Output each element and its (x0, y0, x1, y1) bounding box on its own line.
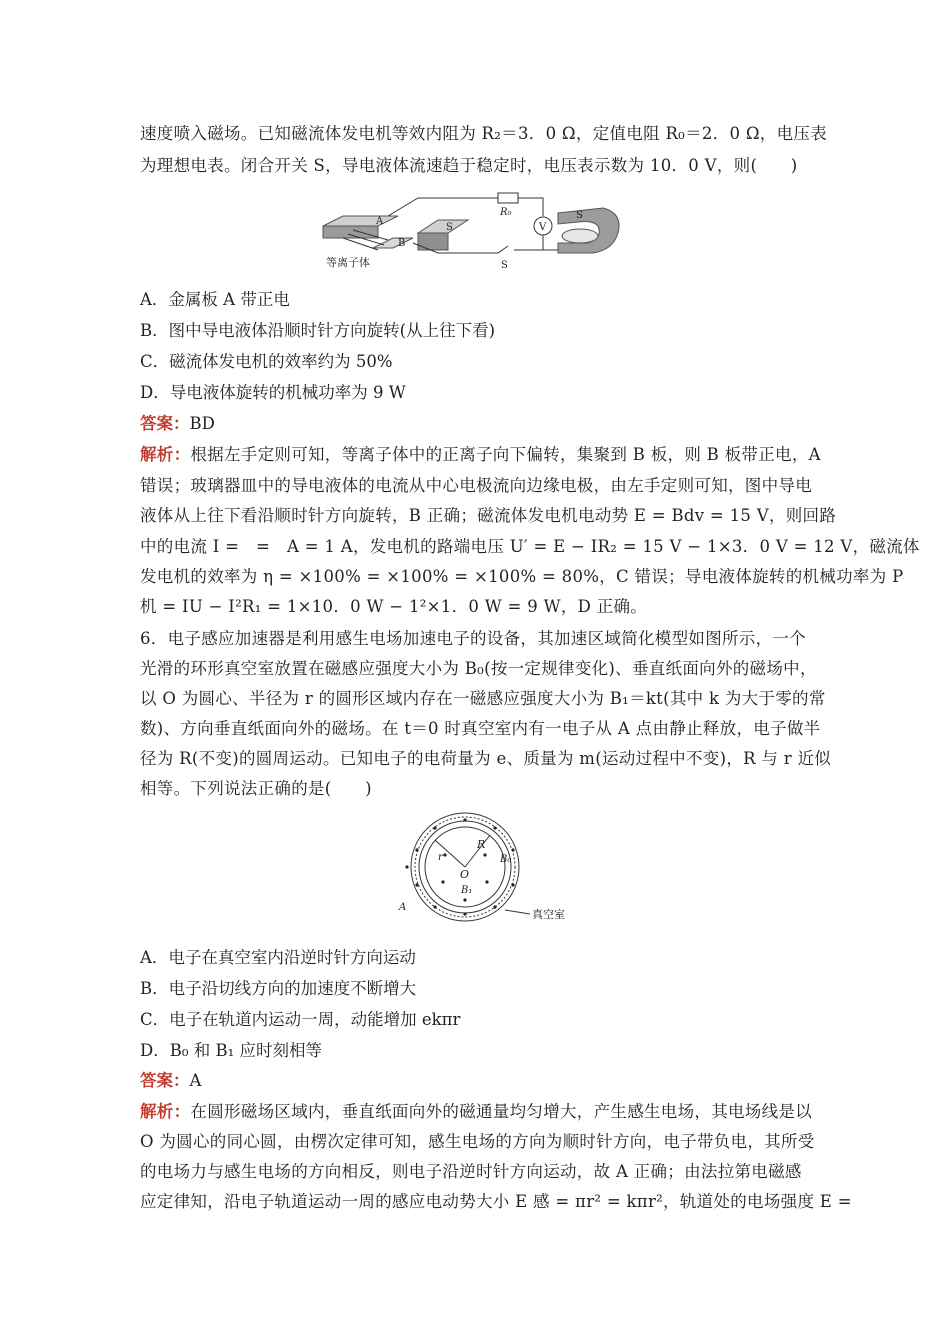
label-r: r (438, 852, 443, 863)
q5-analysis-line-1: 解析：根据左手定则可知，等离子体中的正离子向下偏转，集聚到 B 板，则 B 板带正电，A (140, 445, 821, 464)
q5-analysis-line-4: 中的电流 I = = A = 1 A，发电机的路端电压 U′ = E − IR₂ = 15 V − 1×3．0 V = 12 V，磁流体 (140, 537, 920, 556)
label-voltmeter: V (539, 222, 547, 233)
label-chamber: 真空室 (532, 908, 565, 921)
label-B1: B₁ (461, 885, 473, 896)
q6-option-a: A．电子在真空室内沿逆时针方向运动 (140, 948, 416, 967)
q5-option-b: B．图中导电液体沿顺时针方向旋转(从上往下看) (140, 321, 495, 340)
q5-analysis-line-5: 发电机的效率为 η = ×100% = ×100% = ×100% = 80%，C 错误；导电液体旋转的机械功率为 P (140, 567, 904, 586)
label-plasma: 等离子体 (326, 256, 370, 269)
q6-answer (140, 1071, 201, 1091)
field-dots (405, 818, 514, 915)
q5-option-d: D．导电液体旋转的机械功率为 9 W (140, 383, 406, 402)
label-A: A (399, 902, 407, 913)
mhd-generator-figure (318, 188, 628, 273)
q6-stem-line-3: 以 O 为圆心、半径为 r 的圆形区域内存在一磁感应强度大小为 B₁＝kt(其中 k 为大于零的常 (140, 689, 826, 708)
q5-analysis-line-2: 错误；玻璃器皿中的导电液体的电流从中心电极流向边缘电极，由左手定则可知，图中导电 (140, 476, 812, 495)
q6-analysis-line-1: 解析：在圆形磁场区域内，垂直纸面向外的磁通量均匀增大，产生感生电场，其电场线是以 (140, 1102, 813, 1121)
analysis-label: 解析： (140, 445, 191, 464)
q6-option-c: C．电子在轨道内运动一周，动能增加 ekπr (140, 1010, 461, 1029)
answer-label: 答案： (140, 1071, 190, 1090)
chamber-pointer (505, 910, 530, 914)
betatron-figure (395, 810, 570, 925)
q6-stem-line-5: 径为 R(不变)的圆周运动。已知电子的电荷量为 e、质量为 m(运动过程中不变)，R 与 r 近似 (140, 749, 832, 768)
label-magnet-s2: S (576, 210, 583, 221)
q6-option-d: D．B₀ 和 B₁ 应时刻相等 (140, 1041, 322, 1060)
q6-option-b: B．电子沿切线方向的加速度不断增大 (140, 979, 417, 998)
q6-stem-line-4: 数)、方向垂直纸面向外的磁场。在 t＝0 时真空室内有一电子从 A 点由静止释放，电子做半 (140, 719, 821, 738)
q5-analysis-line-6: 机 = IU − I²R₁ = 1×10．0 W − 1²×1．0 W = 9 W，D 正确。 (140, 597, 648, 616)
q5-option-a: A．金属板 A 带正电 (140, 290, 290, 309)
q6-stem-line-1: 6．电子感应加速器是利用感生电场加速电子的设备，其加速区域简化模型如图所示，一个 (140, 629, 806, 648)
resistor-r0 (498, 193, 518, 203)
answer-value: A (189, 1071, 202, 1090)
label-B0: B₀ (500, 854, 512, 865)
glass-dish (562, 229, 598, 243)
q6-stem-line-2: 光滑的环形真空室放置在磁感应强度大小为 B₀(按一定规律变化)、垂直纸面向外的磁场中， (140, 659, 817, 678)
q5-answer (140, 414, 215, 434)
q5-stem-line-2: 为理想电表。闭合开关 S，导电液体流速趋于稳定时，电压表示数为 10．0 V，则( ) (140, 156, 798, 175)
label-r0: R₀ (500, 207, 512, 218)
q5-analysis-line-3: 液体从上往下看沿顺时针方向旋转，B 正确；磁流体发电机电动势 E = Bdv = 15 V，则回路 (140, 506, 837, 525)
q5-stem-line-1: 速度喷入磁场。已知磁流体发电机等效内阻为 R₂＝3．0 Ω，定值电阻 R₀＝2．0 Ω，电压表 (140, 124, 828, 143)
q6-analysis-line-4: 应定律知，沿电子轨道运动一周的感应电动势大小 E 感 = πr² = kπr²，轨道处的电场强度 E = (140, 1192, 852, 1211)
answer-value: BD (189, 414, 215, 433)
answer-label: 答案： (140, 414, 190, 433)
label-O: O (460, 868, 470, 881)
q5-option-c: C．磁流体发电机的效率约为 50% (140, 352, 393, 371)
analysis-label: 解析： (140, 1102, 191, 1121)
label-plate-a: A (376, 216, 384, 227)
label-magnet-s1: S (446, 222, 453, 233)
label-plate-b: B (398, 238, 406, 249)
q6-stem-line-6: 相等。下列说法正确的是( ) (140, 779, 372, 798)
plate-a-shape (323, 216, 398, 226)
label-R: R (477, 838, 486, 851)
label-switch: S (501, 260, 508, 271)
q6-analysis-line-3: 的电场力与感生电场的方向相反，则电子沿逆时针方向运动，故 A 正确；由法拉第电磁感 (140, 1162, 802, 1181)
q6-analysis-line-2: O 为圆心的同心圆，由楞次定律可知，感生电场的方向为顺时针方向，电子带负电，其所受 (140, 1132, 815, 1151)
